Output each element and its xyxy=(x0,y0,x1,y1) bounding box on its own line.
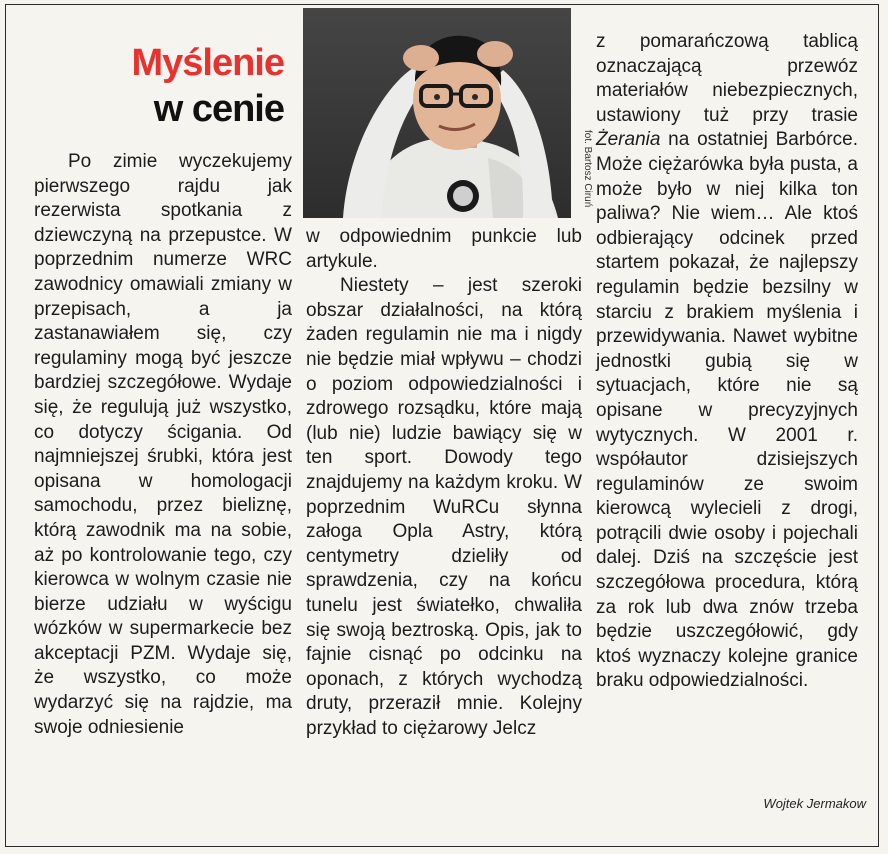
text-column-1 xyxy=(34,150,292,740)
paragraph: Niestety – jest szeroki obszar działalności, na którą żaden regulamin nie ma i nigdy nie będzie miał wpływu – chodzi o poziom odpowiedzialności i zdrowego rozsądku, które mają (lub nie) ludzie bawiący się w ten sport. Dowody tego znajdujemy na każdym kroku. W poprzednim WuRCu słynna załoga Opla Astry, którą centymetry dzieliły od sprawdzenia, czy na końcu tunelu jest światełko, chwaliła się swoją beztroską. Opis, jak to fajnie cisnąć po odcinku na oponach, z których wychodzą druty, przeraził mnie. Kolejny przykład to ciężarowy Jelcz xyxy=(306,275,582,739)
paragraph xyxy=(596,30,858,694)
paragraph: Po zimie wyczekujemy pierwszego rajdu jak rezerwista spotkania z dziewczyną na przepustce. W poprzednim numerze WRC zawodnicy omawiali zmiany w przepisach, a ja zastanawiałem się, czy regulaminy mogą być jeszcze bardziej szczegółowe. Wydaje się, że regulują już wszystko, co dotyczy ścigania. Od najmniejszej śrubki, która jest opisana w homologacji samochodu, przez bieliznę, którą zawodnik ma na sobie, aż po kontrolowanie tego, czy kierowca w wolnym czasie nie bierze udziału w wyścigu wózków w supermarkecie bez akceptacji PZM. Wydaje się, że wszystko, co może wydarzyć się na rajdzie, ma swoje odniesienie xyxy=(34,151,292,738)
place-name-italic: Żerania xyxy=(596,129,661,151)
paragraph: w odpowiednim punkcie lub artykule. xyxy=(306,226,582,272)
photo-credit: fot. Bartosz Ciruń xyxy=(582,130,593,208)
title-line-1: Myślenie xyxy=(131,42,284,84)
text-column-2 xyxy=(306,225,582,741)
author-signature: Wojtek Jermakow xyxy=(763,796,866,811)
title-line-2: w cenie xyxy=(153,88,284,130)
text-run: na ostatniej Barbórce. Może ciężarówka była pusta, a może było w niej kilka ton paliwa? Nie wiem… Ale ktoś odbierający odcinek przed startem pokazał, że najlepszy regulamin będzie bezsilny w starciu z brakiem myślenia i przewidywania. Nawet wybitne jednostki gubią się w sytuacjach, które nie są opisane w precyzyjnych wytycznych. W 2001 r. współautor dzisiejszych regulaminów ze swoim kierowcą wylecieli z drogi, potrącili dwie osoby i pojechali dalej. Dziś na szczęście jest szczegółowa procedura, którą za rok lub dwa znów trzeba będzie uszczegółowić, gdy ktoś wyznaczy kolejne granice braku odpowiedzialności. xyxy=(596,129,858,692)
text-column-3 xyxy=(596,30,858,694)
photo-illustration xyxy=(303,8,571,218)
author-photo xyxy=(303,8,571,218)
text-run: z pomarańczową tablicą oznaczającą przewóz materiałów niebezpiecznych, ustawiony tuż przy trasie xyxy=(596,31,858,126)
article-title xyxy=(104,40,284,132)
